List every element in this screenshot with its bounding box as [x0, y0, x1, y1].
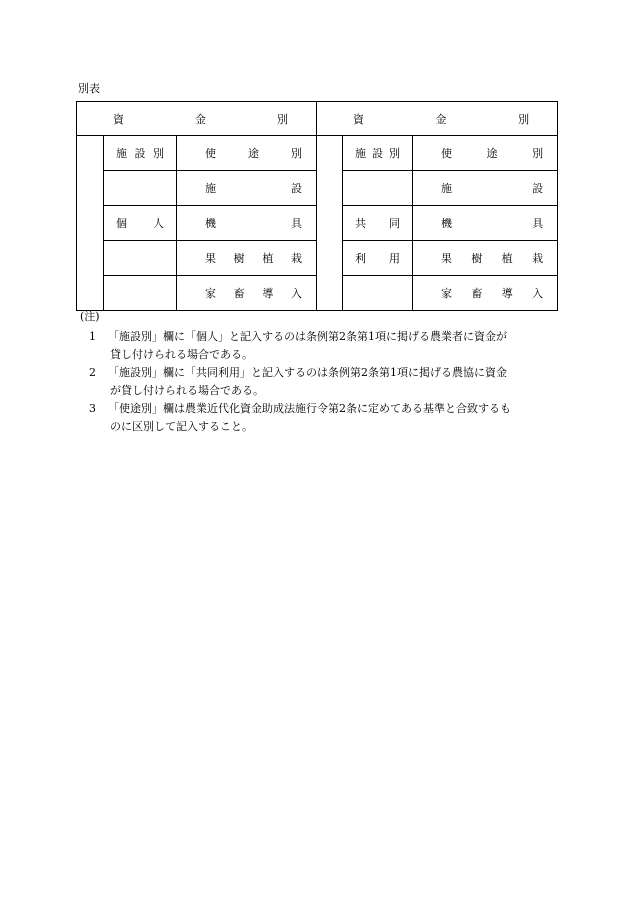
use-label: [413, 285, 557, 301]
header-label-char: 別: [277, 112, 289, 126]
facility-cell: [343, 171, 413, 206]
note-line: のに区別して記入すること。: [110, 420, 253, 433]
use-label-char: 途: [486, 147, 498, 160]
facility-label-char: 施: [116, 147, 127, 160]
use-label: [413, 180, 557, 196]
note-item: [80, 400, 560, 436]
use-label-char: 使: [441, 147, 453, 160]
facility-label: [343, 215, 412, 231]
notes-title: (注): [80, 310, 100, 323]
facility-label-char: 別: [153, 147, 164, 160]
facility-label-char: 共: [355, 217, 367, 230]
use-cell: [177, 241, 317, 276]
use-label-char: 畜: [471, 287, 483, 300]
note-text: [108, 328, 560, 364]
use-cell: [413, 241, 558, 276]
use-label: [177, 250, 316, 266]
use-label: [177, 285, 316, 301]
header-label: [77, 111, 316, 127]
use-label-char: 果: [205, 252, 216, 265]
facility-cell: [343, 206, 413, 241]
table-row: [77, 136, 558, 171]
use-cell: [413, 206, 558, 241]
use-label-char: 別: [532, 147, 544, 160]
use-label-char: 栽: [291, 252, 303, 265]
use-label: [413, 215, 557, 231]
facility-label: [104, 145, 176, 161]
note-line: 「施設別」欄に「個人」と記入するのは条例第2条第1項に掲げる農業者に資金が: [108, 330, 507, 343]
facility-label: [104, 215, 176, 231]
use-cell: [177, 276, 317, 311]
blank-margin-cell: [317, 136, 343, 311]
header-label-char: 資: [113, 112, 124, 126]
note-item: [80, 364, 560, 400]
note-line: が貸し付けられる場合である。: [110, 384, 264, 397]
use-label-char: 導: [501, 287, 513, 300]
facility-label-char: 同: [389, 217, 401, 230]
note-line: 「使途別」欄は農業近代化資金助成法施行令第2条に定めてある基準と合致するも: [108, 402, 511, 415]
use-cell: [177, 206, 317, 241]
header-row: [77, 102, 558, 136]
fund-classification-table: [76, 101, 558, 311]
use-label-char: 施: [205, 182, 216, 195]
header-label-char: 別: [518, 112, 530, 126]
use-label-char: 設: [532, 182, 544, 195]
use-label-char: 樹: [233, 252, 245, 265]
header-label-char: 金: [195, 112, 207, 126]
header-fund-type: [317, 102, 558, 136]
use-label-char: 植: [501, 252, 513, 265]
facility-label-char: 別: [389, 147, 401, 160]
use-label: [413, 145, 557, 161]
use-label-char: 入: [532, 287, 544, 300]
facility-label-char: 利: [355, 252, 367, 265]
use-cell: [177, 136, 317, 171]
facility-cell: [343, 241, 413, 276]
note-text: [108, 400, 560, 436]
facility-label-char: 設: [372, 147, 384, 160]
facility-label-char: 設: [134, 147, 146, 160]
facility-cell: [343, 276, 413, 311]
notes-section: [80, 308, 560, 436]
use-label-char: 施: [441, 182, 453, 195]
facility-cell: [343, 136, 413, 171]
use-label-char: 途: [248, 147, 260, 160]
use-label-char: 具: [291, 217, 303, 230]
use-cell: [413, 171, 558, 206]
use-label-char: 果: [441, 252, 453, 265]
note-text: [108, 364, 560, 400]
use-label: [413, 250, 557, 266]
note-number: 1: [89, 330, 96, 343]
facility-label-char: 個: [116, 217, 127, 230]
use-label-char: 樹: [471, 252, 483, 265]
use-label-char: 家: [205, 287, 216, 300]
use-label: [177, 180, 316, 196]
use-label-char: 設: [291, 182, 303, 195]
note-line: 貸し付けられる場合である。: [110, 348, 253, 361]
use-label-char: 栽: [532, 252, 544, 265]
facility-label-char: 人: [153, 217, 164, 230]
use-label-char: 具: [532, 217, 544, 230]
use-label-char: 使: [205, 147, 216, 160]
note-item: [80, 328, 560, 364]
facility-label: [343, 145, 412, 161]
use-label-char: 入: [291, 287, 303, 300]
facility-cell: [104, 206, 177, 241]
use-label-char: 家: [441, 287, 453, 300]
header-label-char: 資: [353, 112, 365, 126]
facility-cell: [104, 241, 177, 276]
note-number: 3: [89, 402, 96, 415]
notes-list: [80, 328, 560, 436]
use-label-char: 機: [205, 217, 216, 230]
note-number: 2: [89, 366, 96, 379]
use-label-char: 植: [262, 252, 274, 265]
use-label: [177, 215, 316, 231]
blank-margin-cell: [77, 136, 104, 311]
use-cell: [413, 276, 558, 311]
use-label-char: 別: [291, 147, 303, 160]
header-fund-type: [77, 102, 317, 136]
note-line: 「施設別」欄に「共同利用」と記入するのは条例第2条第1項に掲げる農協に資金: [108, 366, 507, 379]
use-cell: [177, 171, 317, 206]
header-label-char: 金: [435, 112, 447, 126]
page-label: 別表: [78, 82, 100, 95]
use-label-char: 導: [262, 287, 274, 300]
facility-label-char: 施: [355, 147, 367, 160]
facility-cell: [104, 136, 177, 171]
facility-cell: [104, 276, 177, 311]
use-label: [177, 145, 316, 161]
facility-cell: [104, 171, 177, 206]
facility-label: [343, 250, 412, 266]
use-label-char: 機: [441, 217, 453, 230]
use-label-char: 畜: [233, 287, 245, 300]
header-label: [317, 111, 557, 127]
use-cell: [413, 136, 558, 171]
facility-label-char: 用: [389, 252, 401, 265]
